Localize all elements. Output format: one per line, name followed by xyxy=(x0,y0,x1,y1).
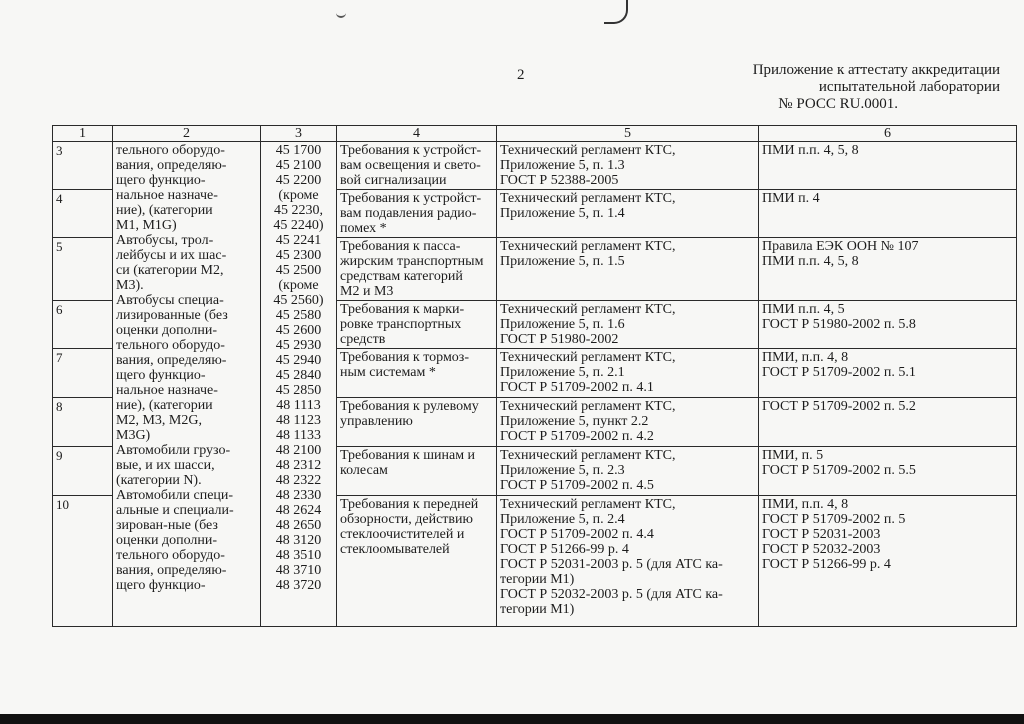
regulation-line: ГОСТ Р 52031-2003 р. 5 (для АТС ка- xyxy=(500,557,723,572)
scan-edge xyxy=(0,714,1024,724)
regulation-line: Технический регламент КТС, xyxy=(500,302,676,317)
product-description-line: M3). xyxy=(116,278,144,293)
test-method-cell xyxy=(759,238,1017,301)
regulation-line: тегории М1) xyxy=(500,572,575,587)
requirement-cell xyxy=(337,349,497,398)
table-row xyxy=(53,142,1017,190)
product-description-line: ние), (категории xyxy=(116,203,213,218)
test-method-line: ГОСТ Р 51709-2002 п. 5.1 xyxy=(762,365,916,380)
test-method-cell xyxy=(759,142,1017,190)
product-code: 45 2560) xyxy=(273,293,324,308)
regulation-cell xyxy=(497,238,759,301)
product-description-line: (категории N). xyxy=(116,473,202,488)
column-number-row xyxy=(53,126,1017,142)
requirement-line: средств xyxy=(340,332,386,347)
requirement-line: ровке транспортных xyxy=(340,317,462,332)
product-description-line: M3G) xyxy=(116,428,151,443)
regulation-line: Технический регламент КТС, xyxy=(500,191,676,206)
regulation-line: Приложение 5, п. 2.4 xyxy=(500,512,625,527)
requirement-line: средствам категорий xyxy=(340,269,463,284)
product-code: 48 3710 xyxy=(275,563,322,578)
punch-mark-small xyxy=(336,8,346,18)
product-description-line: лизированные (без xyxy=(116,308,228,323)
requirement-line: вой сигнализации xyxy=(340,173,447,188)
requirement-cell xyxy=(337,447,497,496)
regulation-line: Приложение 5, п. 2.1 xyxy=(500,365,625,380)
column-number: 6 xyxy=(759,126,1017,142)
requirement-line: стеклоочистителей и xyxy=(340,527,465,542)
requirement-line: Требования к шинам и xyxy=(340,448,476,463)
product-description-line: M1, M1G) xyxy=(116,218,177,233)
product-description-line: вания, определяю- xyxy=(116,158,227,173)
product-code: (кроме xyxy=(278,278,319,293)
product-codes-cell xyxy=(261,142,337,627)
row-number: 7 xyxy=(53,349,113,398)
regulation-line: Технический регламент КТС, xyxy=(500,143,676,158)
test-method-line: ГОСТ Р 51709-2002 п. 5.2 xyxy=(762,399,916,414)
accreditation-table xyxy=(52,125,1017,627)
product-description-line: вые, и их шасси, xyxy=(116,458,215,473)
regulation-line: Приложение 5, п. 1.4 xyxy=(500,206,625,221)
product-description-line: Автобусы, трол- xyxy=(116,233,214,248)
product-code: 48 3720 xyxy=(275,578,322,593)
regulation-cell xyxy=(497,301,759,349)
test-method-cell xyxy=(759,398,1017,447)
product-code: 45 2240) xyxy=(273,218,324,233)
appendix-header xyxy=(670,62,1000,113)
regulation-line: тегории М1) xyxy=(500,602,575,617)
regulation-cell xyxy=(497,447,759,496)
regulation-cell xyxy=(497,398,759,447)
regulation-line: ГОСТ Р 52388-2005 xyxy=(500,173,619,188)
product-description-line: Автомобили специ- xyxy=(116,488,234,503)
product-code: 48 3510 xyxy=(275,548,322,563)
product-description-line: вания, определяю- xyxy=(116,353,227,368)
product-code: 48 3120 xyxy=(275,533,322,548)
row-number: 8 xyxy=(53,398,113,447)
requirement-line: Требования к марки- xyxy=(340,302,465,317)
product-code: 48 2312 xyxy=(275,458,322,473)
product-description-line: тельного оборудо- xyxy=(116,548,225,563)
product-description-line: M2, M3, M2G, xyxy=(116,413,202,428)
product-description-line: Автобусы специа- xyxy=(116,293,224,308)
requirement-cell xyxy=(337,301,497,349)
test-method-line: ГОСТ Р 51709-2002 п. 5 xyxy=(762,512,906,527)
test-method-line: ГОСТ Р 51266-99 р. 4 xyxy=(762,557,891,572)
requirement-line: вам подавления радио- xyxy=(340,206,477,221)
appendix-line-2: испытательной лаборатории xyxy=(818,79,1000,95)
requirement-line: помех * xyxy=(340,221,387,236)
test-method-cell xyxy=(759,496,1017,627)
product-code: 48 2100 xyxy=(275,443,322,458)
product-description-line: оценки дополни- xyxy=(116,533,218,548)
regulation-line: ГОСТ Р 51266-99 р. 4 xyxy=(500,542,629,557)
row-number: 6 xyxy=(53,301,113,349)
product-code: 48 2650 xyxy=(275,518,322,533)
requirement-line: стеклоомывателей xyxy=(340,542,450,557)
product-code: 45 2230, xyxy=(274,203,323,218)
regulation-line: ГОСТ Р 51709-2002 п. 4.4 xyxy=(500,527,654,542)
regulation-line: Приложение 5, п. 1.5 xyxy=(500,254,625,269)
appendix-line-3: № РОСС RU.0001. xyxy=(778,96,898,112)
product-code: 48 2322 xyxy=(275,473,322,488)
product-code: 48 1133 xyxy=(276,428,321,443)
regulation-line: ГОСТ Р 51709-2002 п. 4.1 xyxy=(500,380,654,395)
requirement-line: жирским транспортным xyxy=(340,254,484,269)
regulation-line: Технический регламент КТС, xyxy=(500,497,676,512)
regulation-line: ГОСТ Р 51709-2002 п. 4.2 xyxy=(500,429,654,444)
requirement-line: Требования к передней xyxy=(340,497,479,512)
product-description-line: ние), (категории xyxy=(116,398,213,413)
product-code: 45 2940 xyxy=(275,353,322,368)
product-description-line: оценки дополни- xyxy=(116,323,218,338)
requirement-line: вам освещения и свето- xyxy=(340,158,481,173)
product-description-line: щего функцио- xyxy=(116,368,206,383)
punch-mark xyxy=(604,0,628,24)
requirement-line: Требования к тормоз- xyxy=(340,350,469,365)
product-code: 45 2930 xyxy=(275,338,322,353)
requirement-line: М2 и М3 xyxy=(340,284,394,299)
regulation-line: Приложение 5, п. 2.3 xyxy=(500,463,625,478)
regulation-line: ГОСТ Р 52032-2003 р. 5 (для АТС ка- xyxy=(500,587,723,602)
test-method-line: ПМИ п. 4 xyxy=(762,191,820,206)
requirement-line: обзорности, действию xyxy=(340,512,473,527)
requirement-line: колесам xyxy=(340,463,388,478)
test-method-line: ПМИ, п.п. 4, 8 xyxy=(762,497,849,512)
test-method-line: ГОСТ Р 52031-2003 xyxy=(762,527,881,542)
product-code: 48 2624 xyxy=(275,503,322,518)
product-description-line: нальное назначе- xyxy=(116,188,218,203)
appendix-line-1: Приложение к аттестату аккредитации xyxy=(752,62,1000,78)
row-number: 5 xyxy=(53,238,113,301)
product-description-line: си (категории M2, xyxy=(116,263,224,278)
product-description-line: зирован-ные (без xyxy=(116,518,218,533)
requirement-cell xyxy=(337,398,497,447)
product-code: 48 1123 xyxy=(276,413,321,428)
test-method-line: ГОСТ Р 51709-2002 п. 5.5 xyxy=(762,463,916,478)
product-description-line: тельного оборудо- xyxy=(116,338,225,353)
test-method-line: ГОСТ Р 52032-2003 xyxy=(762,542,881,557)
test-method-line: ГОСТ Р 51980-2002 п. 5.8 xyxy=(762,317,916,332)
regulation-cell xyxy=(497,349,759,398)
product-description-line: нальное назначе- xyxy=(116,383,218,398)
product-description-line: щего функцио- xyxy=(116,578,206,593)
regulation-line: Технический регламент КТС, xyxy=(500,448,676,463)
requirement-cell xyxy=(337,142,497,190)
regulation-line: ГОСТ Р 51980-2002 xyxy=(500,332,619,347)
page-number: 2 xyxy=(517,67,525,83)
test-method-cell xyxy=(759,301,1017,349)
product-description-line: Автомобили грузо- xyxy=(116,443,231,458)
test-method-cell xyxy=(759,447,1017,496)
product-code: 45 2300 xyxy=(275,248,322,263)
column-number: 1 xyxy=(53,126,113,142)
test-method-line: ПМИ п.п. 4, 5, 8 xyxy=(762,143,859,158)
product-code: 45 2600 xyxy=(275,323,322,338)
column-number: 4 xyxy=(337,126,497,142)
product-description-line: альные и специали- xyxy=(116,503,234,518)
regulation-cell xyxy=(497,190,759,238)
column-number: 3 xyxy=(261,126,337,142)
regulation-line: Технический регламент КТС, xyxy=(500,399,676,414)
test-method-line: Правила ЕЭК ООН № 107 xyxy=(762,239,919,254)
row-number: 3 xyxy=(53,142,113,190)
product-code: 45 2100 xyxy=(275,158,322,173)
product-code: 45 2241 xyxy=(275,233,322,248)
product-code: 45 2840 xyxy=(275,368,322,383)
row-number: 4 xyxy=(53,190,113,238)
test-method-line: ПМИ, п.п. 4, 8 xyxy=(762,350,849,365)
product-code: 45 2200 xyxy=(275,173,322,188)
requirement-line: управлению xyxy=(340,414,413,429)
regulation-line: Технический регламент КТС, xyxy=(500,239,676,254)
product-code: 48 1113 xyxy=(276,398,321,413)
product-description-line: вания, определяю- xyxy=(116,563,227,578)
product-description-line: щего функцио- xyxy=(116,173,206,188)
test-method-cell xyxy=(759,349,1017,398)
row-number: 10 xyxy=(53,496,113,627)
row-number: 9 xyxy=(53,447,113,496)
product-code: 45 2500 xyxy=(275,263,322,278)
regulation-line: Приложение 5, п. 1.6 xyxy=(500,317,625,332)
requirement-cell xyxy=(337,190,497,238)
product-code: 45 1700 xyxy=(275,143,322,158)
test-method-line: ПМИ п.п. 4, 5, 8 xyxy=(762,254,859,269)
requirement-line: ным системам * xyxy=(340,365,436,380)
regulation-cell xyxy=(497,496,759,627)
product-description-cell xyxy=(113,142,261,627)
product-code: (кроме xyxy=(278,188,319,203)
test-method-line: ПМИ, п. 5 xyxy=(762,448,824,463)
product-code: 45 2850 xyxy=(275,383,322,398)
product-description-line: тельного оборудо- xyxy=(116,143,225,158)
regulation-line: Приложение 5, пункт 2.2 xyxy=(500,414,649,429)
requirement-line: Требования к устройст- xyxy=(340,143,482,158)
regulation-line: Технический регламент КТС, xyxy=(500,350,676,365)
test-method-cell xyxy=(759,190,1017,238)
test-method-line: ПМИ п.п. 4, 5 xyxy=(762,302,845,317)
requirement-line: Требования к устройст- xyxy=(340,191,482,206)
requirement-line: Требования к рулевому xyxy=(340,399,479,414)
column-number: 5 xyxy=(497,126,759,142)
regulation-line: Приложение 5, п. 1.3 xyxy=(500,158,625,173)
requirement-line: Требования к пасса- xyxy=(340,239,461,254)
product-code: 48 2330 xyxy=(275,488,322,503)
requirement-cell xyxy=(337,238,497,301)
column-number: 2 xyxy=(113,126,261,142)
requirement-cell xyxy=(337,496,497,627)
product-code: 45 2580 xyxy=(275,308,322,323)
product-description-line: лейбусы и их шас- xyxy=(116,248,227,263)
regulation-line: ГОСТ Р 51709-2002 п. 4.5 xyxy=(500,478,654,493)
regulation-cell xyxy=(497,142,759,190)
